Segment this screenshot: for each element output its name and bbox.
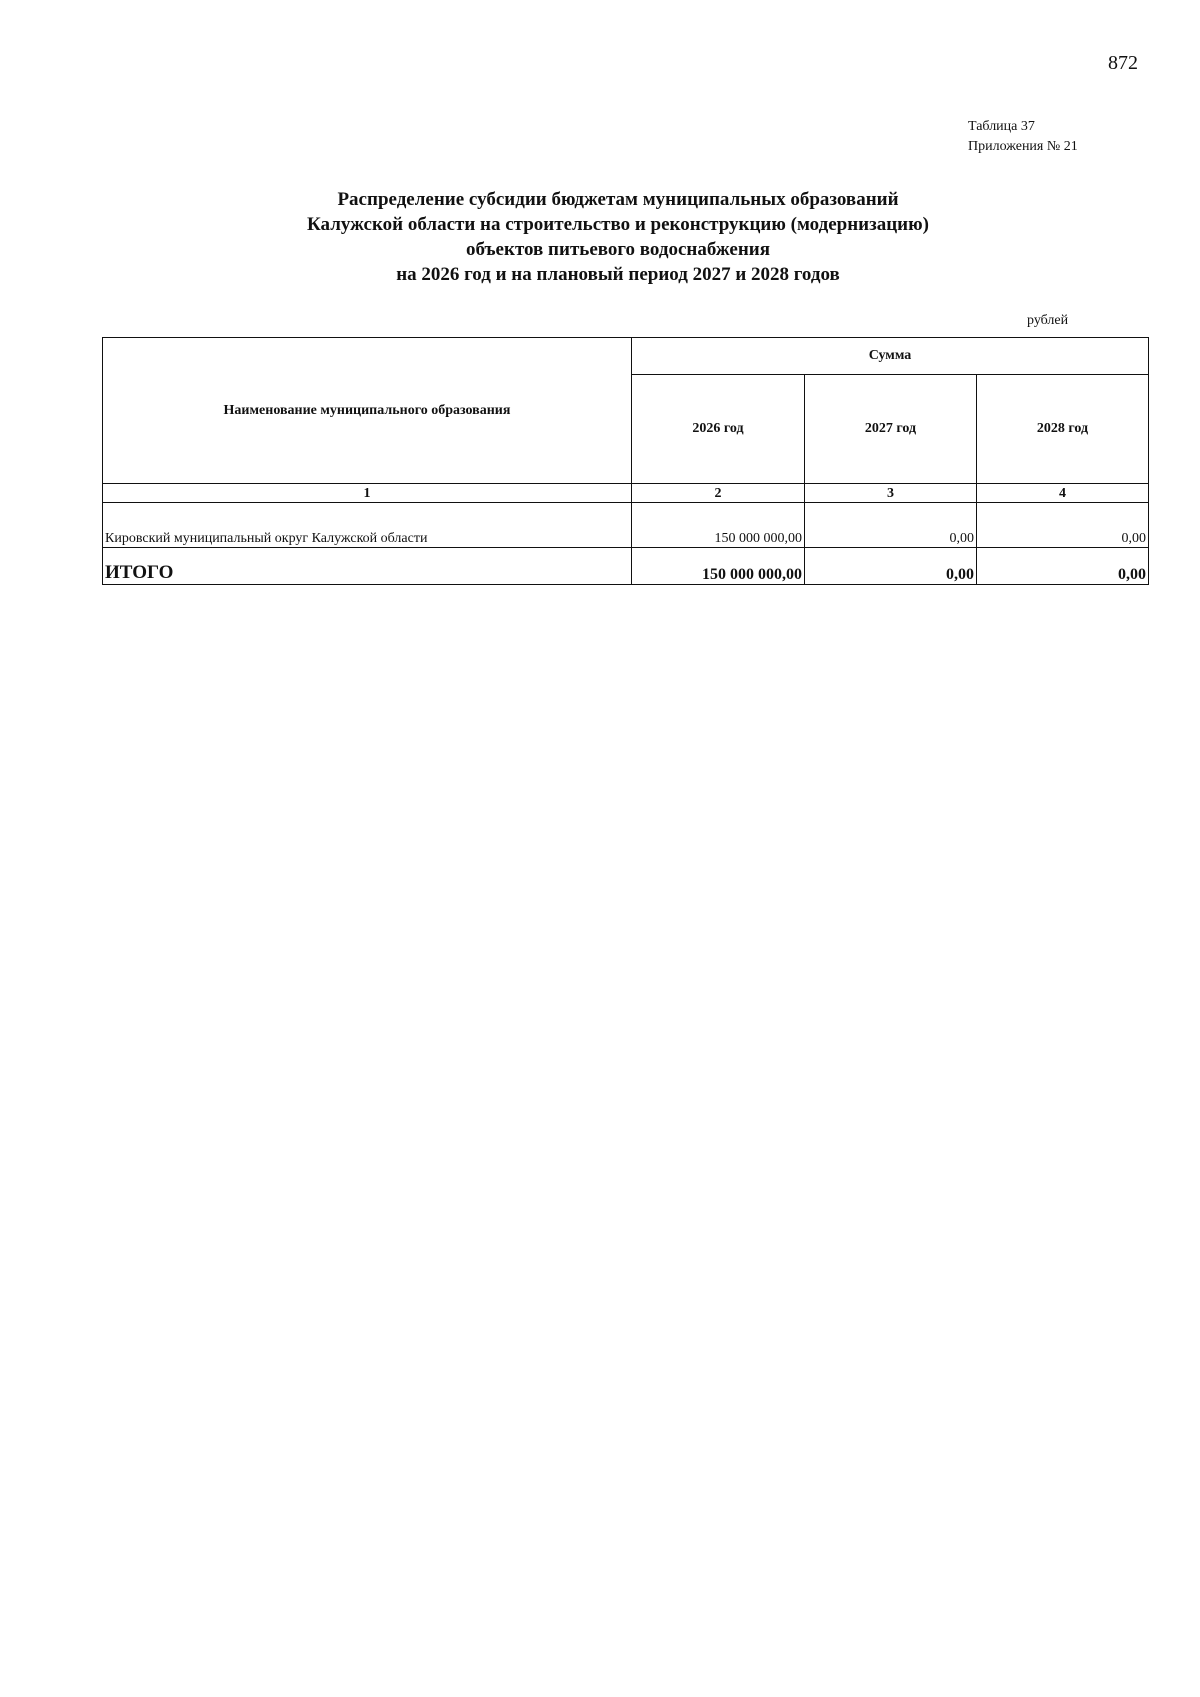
title-line-3: объектов питьевого водоснабжения [465,239,771,260]
header-year-2028: 2028 год [977,375,1149,484]
total-label: ИТОГО [103,548,632,585]
column-number: 2 [632,484,805,503]
amount-2026: 150 000 000,00 [632,503,805,548]
amount-2028: 0,00 [977,503,1149,548]
total-row [103,548,1149,585]
table-row [103,503,1149,548]
total-2026: 150 000 000,00 [632,548,805,585]
total-2028: 0,00 [977,548,1149,585]
table-reference [968,117,1078,157]
title-line-4: на 2026 год и на плановый период 2027 и 2028 годов [396,264,840,285]
column-number-row [103,484,1149,503]
header-sum: Сумма [632,338,1149,375]
table-reference-number: Таблица 37 [968,119,1035,134]
header-year-2027: 2027 год [805,375,977,484]
subsidy-table [102,337,1149,585]
header-year-2026: 2026 год [632,375,805,484]
column-number: 4 [977,484,1149,503]
header-row [103,338,1149,375]
column-number: 3 [805,484,977,503]
document-title [0,187,1200,287]
municipality-name: Кировский муниципальный округ Калужской области [103,503,632,548]
appendix-reference: Приложения № 21 [968,139,1078,154]
total-2027: 0,00 [805,548,977,585]
column-number: 1 [103,484,632,503]
amount-2027: 0,00 [805,503,977,548]
page-number: 872 [1108,52,1138,74]
title-line-2: Калужской области на строительство и реконструкцию (модернизацию) [307,214,929,235]
units-label: рублей [1027,313,1069,328]
header-municipality: Наименование муниципального образования [103,338,632,484]
title-line-1: Распределение субсидии бюджетам муниципальных образований [337,189,899,210]
